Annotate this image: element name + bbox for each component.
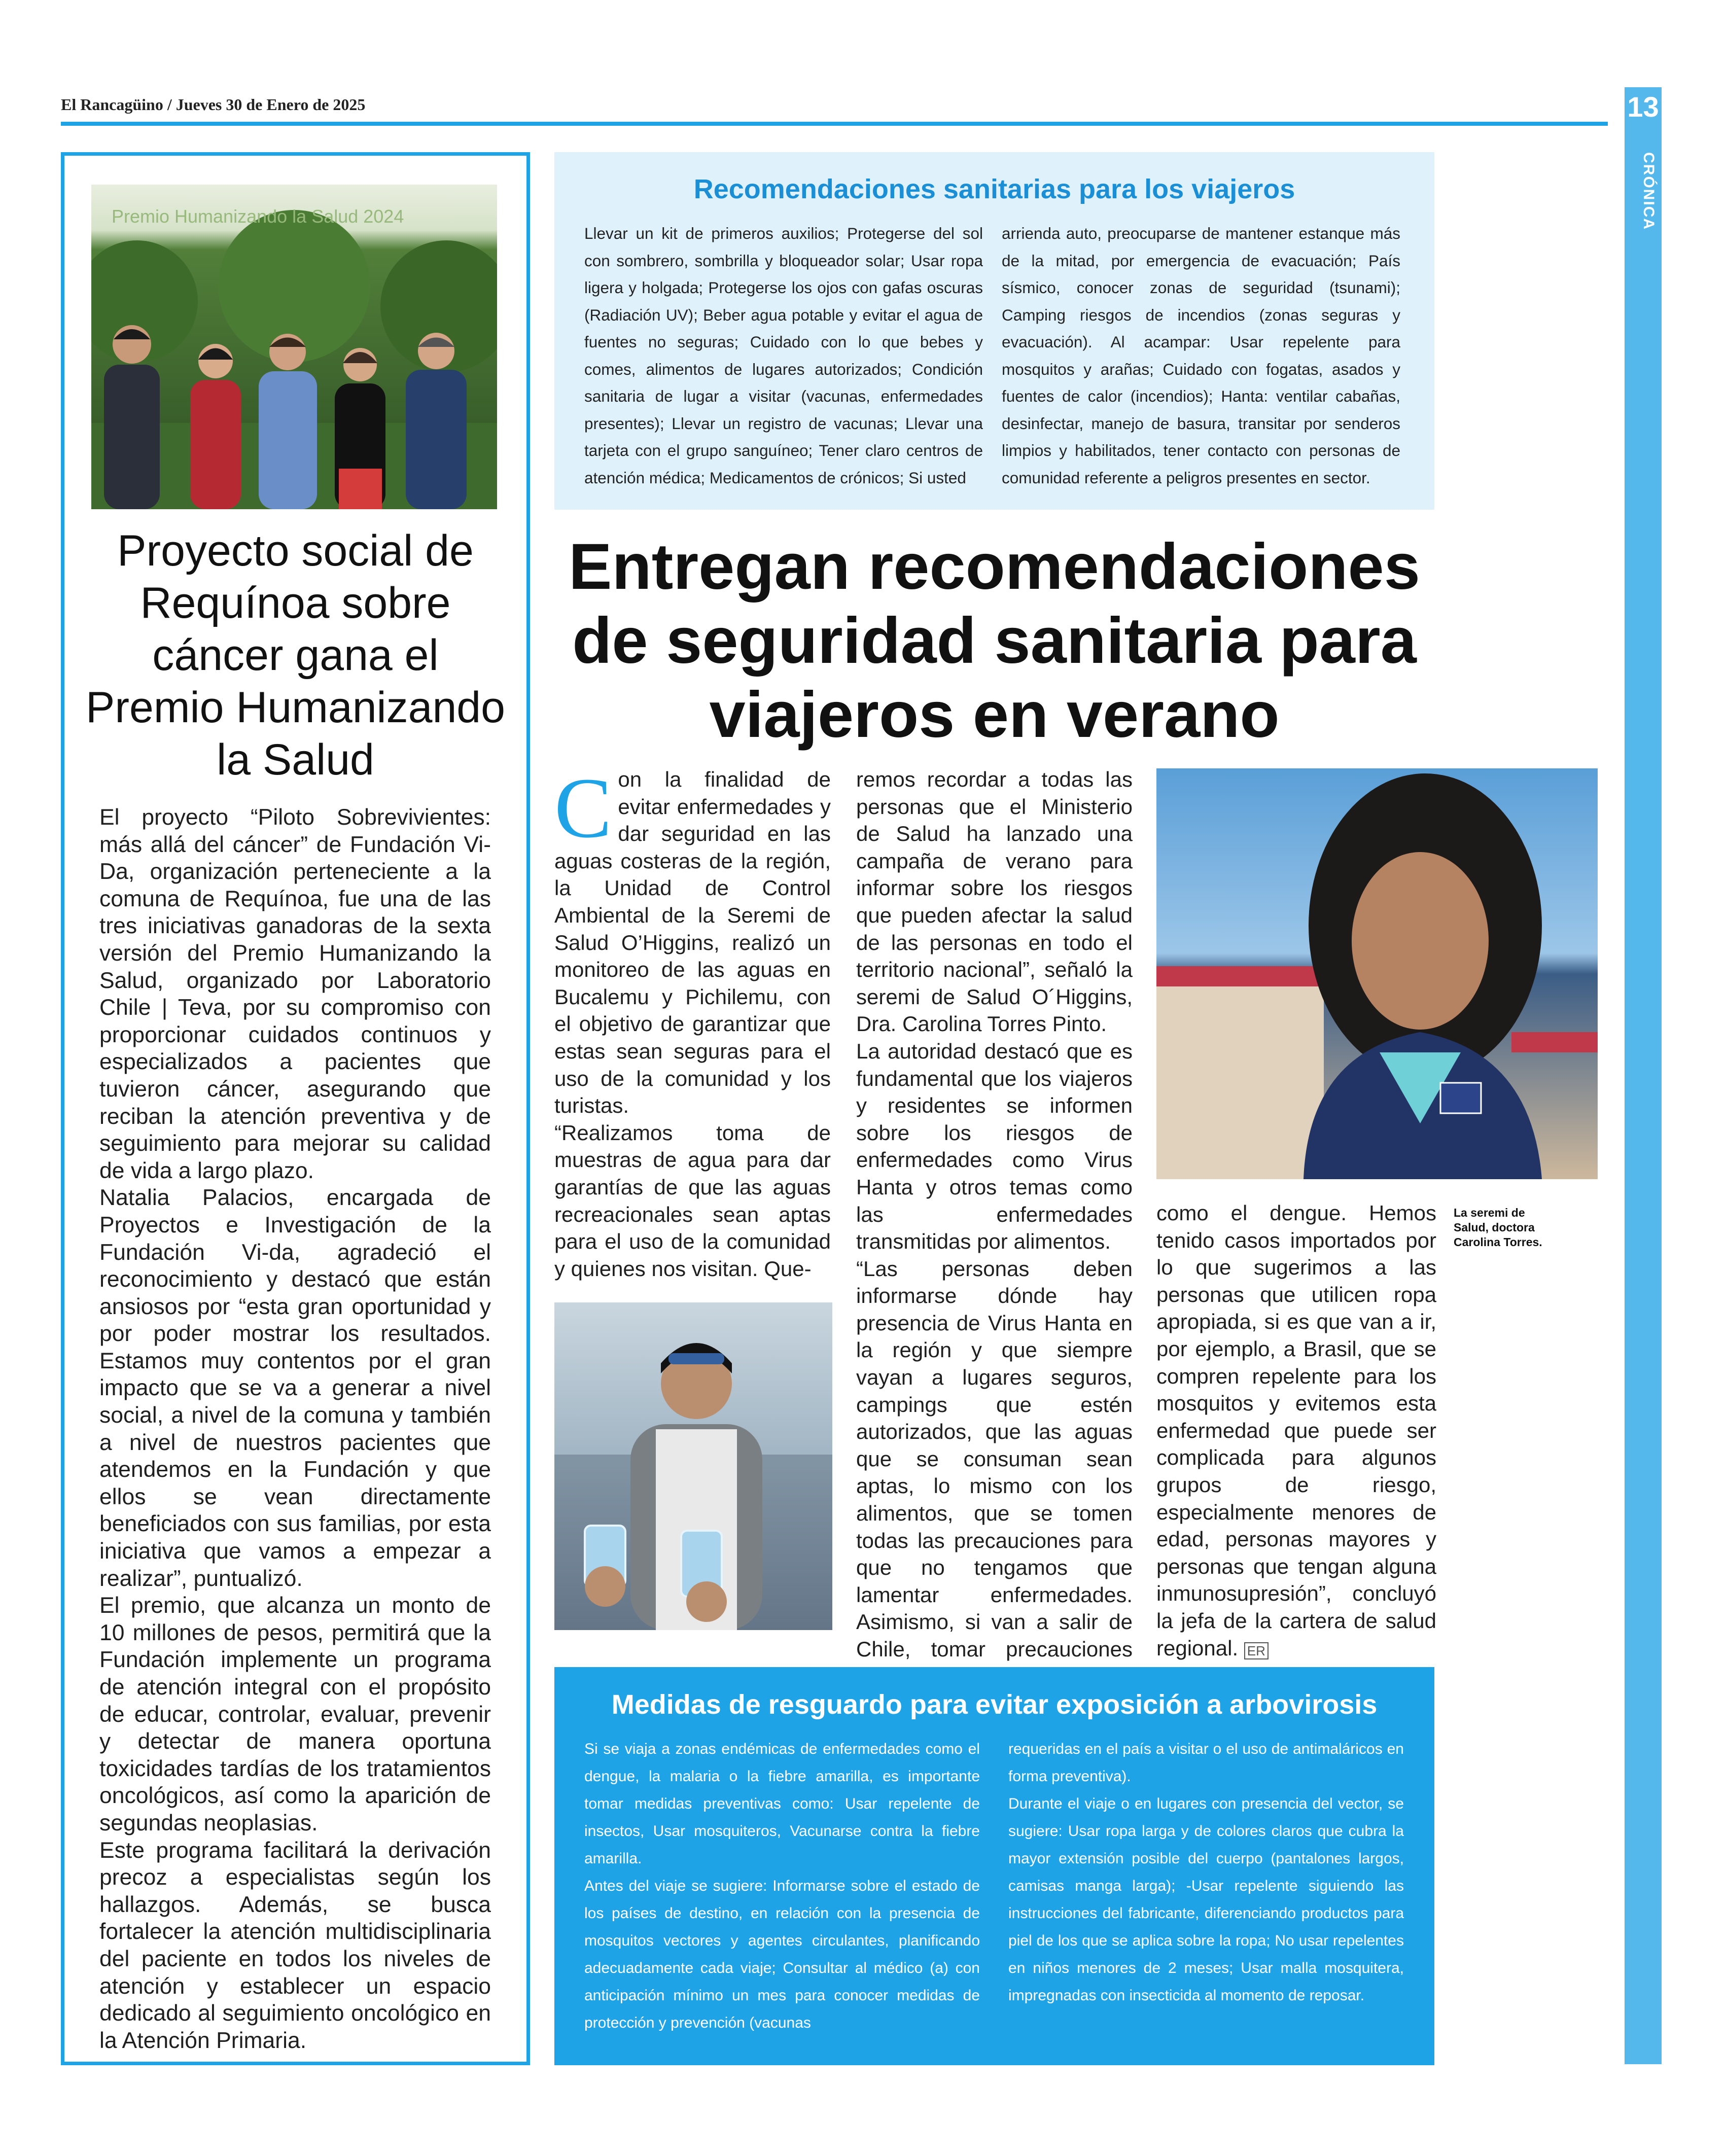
main-headline: Entregan recomendaciones de seguridad sanitaria para viajeros en verano — [569, 531, 1420, 751]
arbovirosis-paragraph: requeridas en el país a visitar o el uso de antimaláricos en forma preventiva). — [1008, 1741, 1404, 1785]
arbovirosis-paragraph: Si se viaja a zonas endémicas de enfermedades como el dengue, la malaria o la fiebre amarilla, es importante tomar medidas preventivas como: Usar repelente de insectos, Usar mosquiteros, Vacunarse contra la fiebre amarilla. — [584, 1741, 980, 1867]
section-side-bar — [1625, 87, 1662, 2064]
arbovirosis-paragraph: Antes del viaje se sugiere: Informarse sobre el estado de los países de destino, en relación con la presencia de mosquitos vectores y agentes circulantes, planificando adecuadamente cada viaje; Consultar al médico (a) con anticipación mínimo un mes para conocer medidas de protección y prevención (vacunas — [584, 1878, 980, 2031]
arbovirosis-column-2 — [1008, 1736, 1404, 2009]
article-paragraph: “Las personas deben informarse dónde hay presencia de Virus Hanta en la región y que siempre vayan a lugares seguros, campings que estén autorizados, que las aguas que se consuman sean aptas, lo mismo con los alimentos, que se tomen todas las precauciones para que no tengamos que lamentar enfermedades. Asimismo, si van a salir de Chile, tomar precauciones — [856, 1256, 1133, 1661]
newspaper-name: El Rancagüino — [61, 95, 163, 114]
header-rule — [61, 122, 1608, 126]
article-paragraph: “Realizamos toma de muestras de agua para dar garantías de que las aguas recreacionales sean aptas para el uso de la comunidad y quienes nos visitan. Que- — [554, 1120, 831, 1281]
article-column-1 — [554, 760, 831, 1282]
article-paragraph: como el dengue. Hemos tenido casos importados por lo que sugerimos a las personas que utilicen ropa apropiada, si es que van a ir, por ejemplo, a Brasil, que se compren repelente para los mosquitos y evitemos esta enfermedad que puede ser complicada para algunos grupos de riesgo, especialmente menores de edad, personas mayores y personas que tengan alguna inmunosupresión”, concluyó la jefa de la cartera de salud regional. ER — [1156, 1201, 1436, 1660]
left-article-title: Proyecto social de Requínoa sobre cáncer gana el Premio Humanizando la Salud — [86, 526, 505, 784]
page-number: 13 — [1627, 91, 1659, 123]
award-banner-text: Premio Humanizando la Salud 2024 — [112, 206, 404, 227]
arbovirosis-column-1 — [584, 1736, 980, 2037]
left-paragraph: El premio, que alcanza un monto de 10 millones de pesos, permitirá que la Fundación implemente un programa de atención integral con el propósito de educar, controlar, evaluar, prevenir y detectar de manera oportuna toxicidades tardías de los tratamientos oncológicos, así como la aparición de segundas neoplasias. — [99, 1593, 491, 1835]
issue-date: Jueves 30 de Enero de 2025 — [175, 95, 366, 114]
photo-caption: La seremi de Salud, doctora Carolina Torres. — [1454, 1206, 1542, 1249]
water-sampling-photo — [554, 1302, 832, 1630]
arbovirosis-paragraph: Durante el viaje o en lugares con presencia del vector, se sugiere: Usar ropa larga y de colores claros que cubra la mayor extensión posible del cuerpo (pantalones largos, camisas manga larga); -Usar repelente siguiendo las instrucciones del fabricante, diferenciando productos para piel de los que se aplica sobre la ropa; No usar repelentes en niños menores de 2 meses; Usar malla mosquitera, impregnadas con insecticida al momento de reposar. — [1008, 1795, 1404, 2004]
left-paragraph: Natalia Palacios, encargada de Proyectos e Investigación de la Fundación Vi-da, agradeció el reconocimiento y destacó que están ansiosos por “esta gran oportunidad y por poder mostrar los resultados. Estamos muy contentos por el gran impacto que se va a generar a nivel social, a nivel de la comuna y también a nivel de nuestros pacientes que atendemos en la Fundación y que ellos se vean directamente beneficiados con sus familias, por esta iniciativa que vamos a empezar a realizar”, puntualizó. — [99, 1185, 491, 1591]
arbovirosis-title: Medidas de resguardo para evitar exposición a arbovirosis — [611, 1689, 1378, 1720]
seremi-portrait-photo — [1156, 768, 1598, 1179]
left-paragraph: Este programa facilitará la derivación precoz a especialistas según los hallazgos. Además, se busca fortalecer la atención multidisciplinaria del paciente en todos los niveles de atención y establecer un espacio dedicado al seguimiento oncológico en la Atención Primaria. — [99, 1837, 491, 2053]
drop-cap: C — [554, 760, 612, 856]
left-article-body — [99, 804, 491, 2054]
article-column-3 — [1156, 1199, 1436, 1665]
page-header: El Rancagüino / Jueves 30 de Enero de 2025 — [61, 95, 366, 114]
award-photo-image — [91, 185, 497, 509]
recommendations-column-1: Llevar un kit de primeros auxilios; Protegerse del sol con sombrero, sombrilla y bloqueador solar; Usar ropa ligera y holgada; Protegerse los ojos con gafas oscuras (Radiación UV); Beber agua potable y evitar el agua de fuentes no seguras; Cuidado con lo que bebes y comes, alimentos de lugares autorizados; Condición sanitaria de lugar a visitar (vacunas, enfermedades presentes); Llevar un registro de vacunas; Llevar una tarjeta con el grupo sanguíneo; Tener claro centros de atención médica; Medicamentos de crónicos; Si usted — [584, 224, 983, 487]
article-paragraph-first: Con la finalidad de evitar enfermedades y dar seguridad en las aguas costeras de la región, la Unidad de Control Ambiental de la Seremi de Salud O’Higgins, realizó un monitoreo de las aguas en Bucalemu y Pichilemu, con el objetivo de garantizar que estas sean seguras para el uso de la comunidad y los turistas. — [554, 760, 831, 1118]
section-label: CRÓNICA — [1640, 152, 1657, 230]
left-paragraph: El proyecto “Piloto Sobrevivientes: más allá del cáncer” de Fundación Vi-Da, organización perteneciente a la comuna de Requínoa, fue una de las tres iniciativas ganadoras de la sexta versión del Premio Humanizando la Salud, organizado por Laboratorio Chile | Teva, por su compromiso con proporcionar cuidados continuos y especializados a pacientes que tuvieron cáncer, asegurando que reciban la atención preventiva y de seguimiento para mejorar su calidad de vida a largo plazo. — [99, 805, 491, 1183]
end-mark: ER — [1244, 1642, 1269, 1659]
article-column-2 — [856, 766, 1133, 1690]
seremi-photo-image — [1156, 768, 1598, 1179]
article-paragraph: La autoridad destacó que es fundamental que los viajeros y residentes se informen sobre los riesgos de enfermedades como Virus Hanta y otros temas como las enfermedades transmitidas por alimentos. — [856, 1039, 1133, 1254]
recommendations-column-2: arrienda auto, preocuparse de mantener estanque más de la mitad, por emergencia de evacuación; País sísmico, conocer zonas de seguridad (tsunami); Camping riesgos de incendios (zonas seguras y evacuación). Al acampar: Usar repelente para mosquitos y arañas; Cuidado con fogatas, asados y fuentes de calor (incendios); Hanta: ventilar cabañas, desinfectar, manejo de basura, transitar por senderos limpios y habilitados, tener contacto con personas de comunidad referente a peligros presentes en sector. — [1002, 224, 1400, 487]
award-group-photo — [91, 185, 497, 509]
recommendations-title: Recomendaciones sanitarias para los viajeros — [693, 174, 1295, 204]
article-paragraph: remos recordar a todas las personas que el Ministerio de Salud ha lanzado una campaña de verano para informar sobre los riesgos que pueden afectar la salud de las personas en todo el territorio nacional”, señaló la seremi de Salud O´Higgins, Dra. Carolina Torres Pinto. — [856, 767, 1133, 1036]
water-photo-image — [554, 1302, 832, 1630]
